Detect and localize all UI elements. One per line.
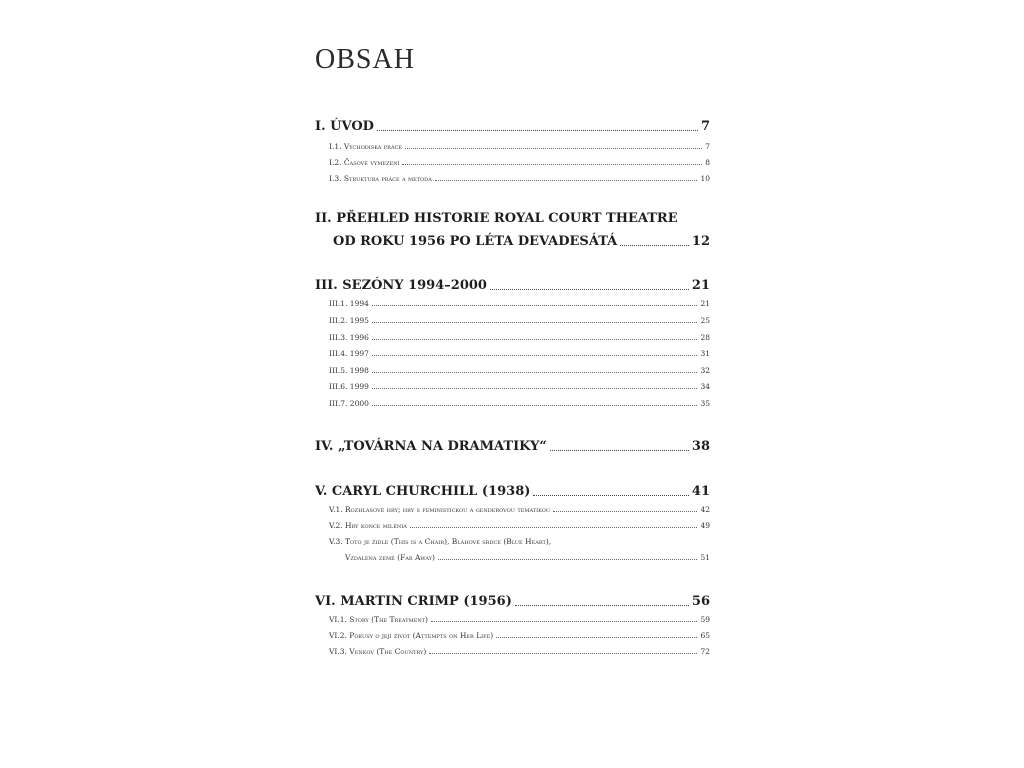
item-label: III.2. 1995: [329, 316, 369, 325]
dot-leader: [405, 147, 702, 149]
toc-item[interactable]: [329, 382, 710, 391]
item-label: III.1. 1994: [329, 299, 369, 308]
page-number: 32: [700, 366, 710, 375]
chapter-label: III. SEZÓNY 1994–2000: [315, 278, 487, 293]
chapter-label: VI. MARTIN CRIMP (1956): [315, 594, 512, 609]
item-label: III.3. 1996: [329, 333, 369, 342]
page-number: 10: [700, 174, 710, 183]
toc-item[interactable]: [329, 316, 710, 325]
toc-chapter-4[interactable]: [315, 439, 710, 454]
toc-item[interactable]: [345, 553, 710, 562]
page-number: 59: [700, 615, 710, 624]
dot-leader: [515, 604, 689, 606]
page-number: 51: [700, 553, 710, 562]
page-number: 21: [700, 299, 710, 308]
toc-item[interactable]: [329, 142, 710, 151]
toc-item[interactable]: [329, 158, 710, 167]
page-number: 7: [700, 119, 710, 134]
dot-leader: [620, 244, 689, 246]
toc-item-line1[interactable]: V.3. Toto je židle (This is a Chair), Bláhové srdce (Blue Heart),: [329, 537, 552, 546]
item-label: V.1. Rozhlasové hry; hry s feministickou a genderovou tematikou: [329, 505, 551, 514]
toc-item[interactable]: [329, 299, 710, 308]
item-label: VI.2. Pokusy o její život (Attempts on Her Life): [329, 631, 494, 640]
dot-leader: [553, 510, 697, 512]
dot-leader: [431, 620, 697, 622]
dot-leader: [372, 338, 698, 340]
dot-leader: [377, 129, 698, 131]
toc-item[interactable]: [329, 349, 710, 358]
dot-leader: [402, 163, 702, 165]
page-number: 35: [700, 399, 710, 408]
chapter-label: IV. „TOVÁRNA NA DRAMATIKY“: [315, 439, 547, 454]
toc-item[interactable]: [329, 647, 710, 656]
chapter-label: I. ÚVOD: [315, 119, 374, 134]
dot-leader: [372, 321, 698, 323]
toc-chapter-5[interactable]: [315, 484, 710, 499]
page-number: 21: [691, 278, 710, 293]
item-label: I.2. Časové vymezení: [329, 158, 400, 167]
toc-item[interactable]: [329, 631, 710, 640]
toc-item[interactable]: [329, 333, 710, 342]
dot-leader: [435, 179, 698, 181]
dot-leader: [372, 304, 698, 306]
page-number: 7: [705, 142, 710, 151]
page-number: 34: [700, 382, 710, 391]
page-number: 41: [691, 484, 710, 499]
dot-leader: [438, 558, 697, 560]
page-title: OBSAH: [315, 44, 415, 75]
dot-leader: [372, 371, 698, 373]
toc-item[interactable]: [329, 399, 710, 408]
chapter-label: OD ROKU 1956 PO LÉTA DEVADESÁTÁ: [333, 234, 618, 249]
item-label: Vzdálená země (Far Away): [345, 553, 435, 562]
toc-chapter-2-line1[interactable]: II. PŘEHLED HISTORIE ROYAL COURT THEATRE: [315, 211, 678, 226]
item-label: VI.1. Story (The Treatment): [329, 615, 428, 624]
page-number: 38: [691, 439, 710, 454]
toc-chapter-2[interactable]: [333, 234, 710, 249]
toc-item[interactable]: [329, 521, 710, 530]
page-number: 72: [700, 647, 710, 656]
page-number: 42: [700, 505, 710, 514]
page-number: 31: [700, 349, 710, 358]
toc-item[interactable]: [329, 615, 710, 624]
dot-leader: [372, 387, 698, 389]
dot-leader: [429, 652, 697, 654]
toc-chapter-3[interactable]: [315, 278, 710, 293]
toc-item[interactable]: [329, 366, 710, 375]
item-label: V.2. Hry konce milénia: [329, 521, 407, 530]
page-number: 25: [700, 316, 710, 325]
dot-leader: [490, 288, 689, 290]
dot-leader: [372, 404, 698, 406]
page-number: 28: [700, 333, 710, 342]
dot-leader: [496, 636, 697, 638]
page-number: 65: [700, 631, 710, 640]
toc-chapter-6[interactable]: [315, 594, 710, 609]
item-label: I.1. Východiska práce: [329, 142, 402, 151]
page-number: 12: [691, 234, 710, 249]
toc-item[interactable]: [329, 174, 710, 183]
page-number: 56: [691, 594, 710, 609]
item-label: I.3. Struktura práce a metoda: [329, 174, 432, 183]
item-label: III.7. 2000: [329, 399, 369, 408]
page-number: 8: [705, 158, 710, 167]
chapter-label: V. CARYL CHURCHILL (1938): [315, 484, 531, 499]
toc-chapter-1[interactable]: [315, 119, 710, 134]
dot-leader: [533, 494, 688, 496]
item-label: III.4. 1997: [329, 349, 369, 358]
item-label: III.5. 1998: [329, 366, 369, 375]
dot-leader: [372, 354, 698, 356]
toc-item[interactable]: [329, 505, 710, 514]
dot-leader: [550, 449, 689, 451]
page-number: 49: [700, 521, 710, 530]
item-label: VI.3. Venkov (The Country): [329, 647, 427, 656]
dot-leader: [410, 526, 698, 528]
item-label: III.6. 1999: [329, 382, 369, 391]
